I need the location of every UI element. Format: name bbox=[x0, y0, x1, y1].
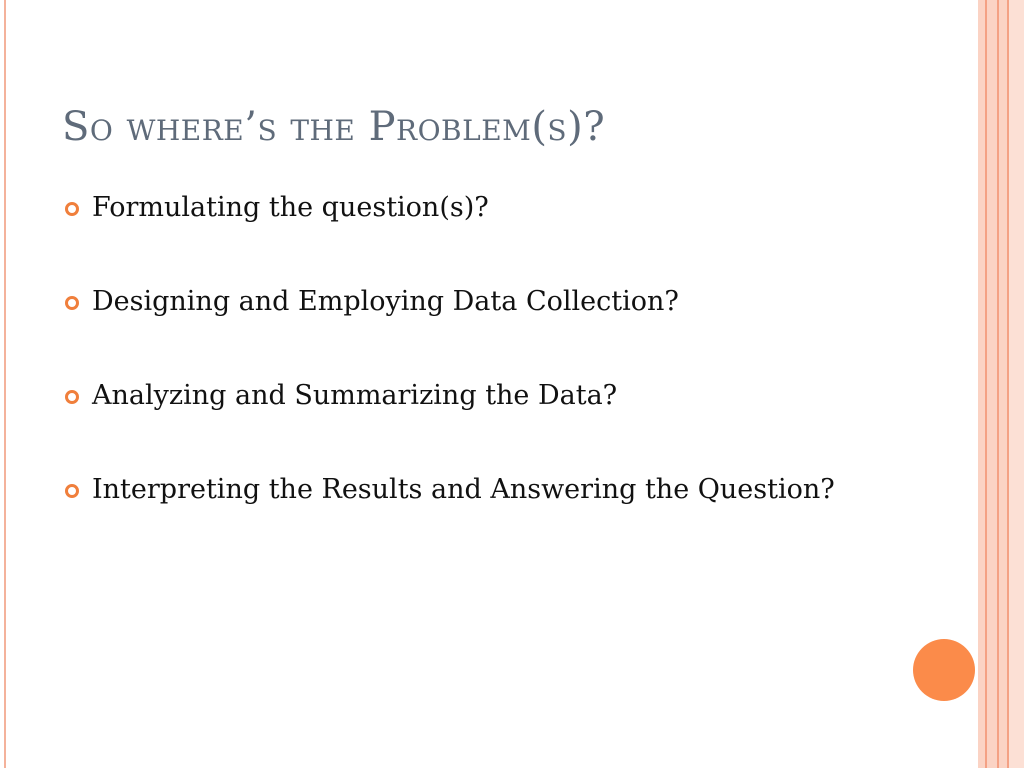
decorative-stripe bbox=[978, 0, 985, 768]
bullet-text: Designing and Employing Data Collection? bbox=[92, 286, 679, 317]
bullet-text: Formulating the question(s)? bbox=[92, 192, 489, 223]
bullet-item bbox=[62, 186, 882, 230]
bullet-text: Analyzing and Summarizing the Data? bbox=[92, 380, 618, 411]
decorative-circle bbox=[913, 639, 975, 701]
bullet-item bbox=[62, 280, 882, 324]
open-circle-icon bbox=[65, 296, 79, 310]
left-border-line bbox=[4, 0, 6, 768]
bullet-text: Interpreting the Results and Answering the Question? bbox=[92, 474, 835, 505]
slide-title: So where’s the Problem(s)? bbox=[62, 104, 606, 150]
open-circle-icon bbox=[65, 390, 79, 404]
decorative-stripe bbox=[1009, 0, 1024, 768]
bullet-item bbox=[62, 468, 882, 512]
open-circle-icon bbox=[65, 202, 79, 216]
bullet-list bbox=[62, 186, 882, 562]
decorative-stripe bbox=[987, 0, 997, 768]
decorative-stripe bbox=[999, 0, 1007, 768]
bullet-item bbox=[62, 374, 882, 418]
open-circle-icon bbox=[65, 484, 79, 498]
